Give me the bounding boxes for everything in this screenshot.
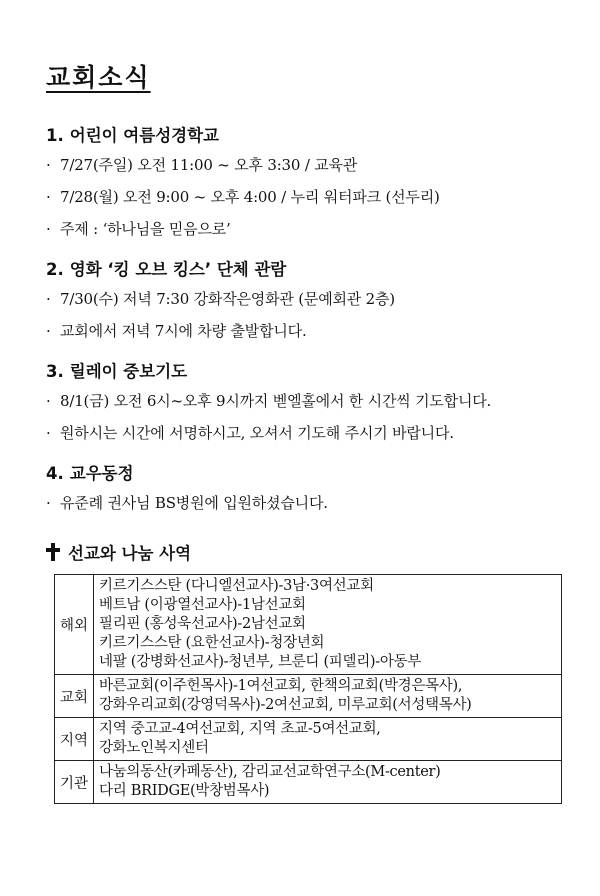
- mission-row-content: [94, 675, 562, 718]
- mission-line: 나눔의동산(카페동산), 감리교선교학연구소(M-center): [99, 764, 441, 780]
- section-2-item-1-text: 7/30(수) 저녁 7:30 강화작은영화관 (문예회관 2층): [60, 290, 395, 308]
- section-1-item-1: [46, 154, 357, 175]
- section-3-number: 3.: [46, 362, 64, 381]
- bullet-dot: ·: [46, 290, 51, 308]
- section-3-item-1: [46, 390, 491, 411]
- section-1-number: 1.: [46, 126, 64, 145]
- mission-line: 바른교회(이주헌목사)-1여선교회, 한책의교회(박경은목사),: [99, 678, 463, 694]
- bullet-dot: ·: [46, 188, 51, 206]
- mission-heading-text: 선교와 나눔 사역: [68, 544, 192, 563]
- bullet-dot: ·: [46, 220, 51, 238]
- mission-line: 키르기스스탄 (다니엘선교사)-3남·3여선교회: [99, 578, 374, 594]
- mission-line: 강화노인복지센터: [99, 740, 209, 756]
- mission-row-region: [55, 718, 562, 761]
- section-1-item-1-text: 7/27(주일) 오전 11:00 ~ 오후 3:30 / 교육관: [60, 156, 358, 174]
- section-4-item-1-text: 유준례 권사님 BS병원에 입원하셨습니다.: [60, 494, 328, 512]
- section-4-heading: [46, 460, 134, 484]
- mission-line: 베트남 (이광열선교사)-1남선교회: [99, 597, 306, 613]
- cross-icon: [46, 543, 60, 561]
- section-1-heading: [46, 122, 219, 146]
- mission-row-institution: [55, 761, 562, 804]
- section-1-item-3: [46, 218, 231, 239]
- section-1-item-2-text: 7/28(월) 오전 9:00 ~ 오후 4:00 / 누리 워터파크 (선두리): [60, 188, 440, 206]
- mission-line: 필리핀 (홍성욱선교사)-2남선교회: [99, 616, 306, 632]
- mission-row-label: 해외: [55, 575, 94, 675]
- mission-line: 강화우리교회(강영덕목사)-2여선교회, 미루교회(서성택목사): [99, 697, 472, 713]
- section-2-title: 영화 ‘킹 오브 킹스’ 단체 관람: [69, 260, 287, 279]
- bullet-dot: ·: [46, 322, 51, 340]
- section-1-item-3-text: 주제 : ‘하나님을 믿음으로’: [60, 220, 231, 238]
- bullet-dot: ·: [46, 494, 51, 512]
- mission-line: 다리 BRIDGE(박창범목사): [99, 783, 270, 799]
- section-2-item-2-text: 교회에서 저녁 7시에 차량 출발합니다.: [60, 322, 307, 340]
- section-4-title: 교우동정: [69, 464, 134, 483]
- section-3-item-2-text: 원하시는 시간에 서명하시고, 오셔서 기도해 주시기 바랍니다.: [60, 424, 454, 442]
- mission-row-content: [94, 761, 562, 804]
- mission-row-label: 지역: [55, 718, 94, 761]
- section-3-item-1-text: 8/1(금) 오전 6시~오후 9시까지 벧엘홀에서 한 시간씩 기도합니다.: [60, 392, 492, 410]
- section-2-item-2: [46, 320, 307, 341]
- mission-line: 지역 중고교-4여선교회, 지역 초교-5여선교회,: [99, 721, 381, 737]
- page-title: 교회소식: [46, 63, 151, 92]
- bullet-dot: ·: [46, 424, 51, 442]
- section-3-title: 릴레이 중보기도: [69, 362, 188, 381]
- mission-row-content: [94, 575, 562, 675]
- section-2-heading: [46, 256, 286, 280]
- section-4-item-1: [46, 492, 328, 513]
- section-1-item-2: [46, 186, 440, 207]
- mission-row-label: 기관: [55, 761, 94, 804]
- section-2-number: 2.: [46, 260, 64, 279]
- bullet-dot: ·: [46, 156, 51, 174]
- mission-row-label: 교회: [55, 675, 94, 718]
- mission-row-church: [55, 675, 562, 718]
- section-2-item-1: [46, 288, 395, 309]
- section-4-number: 4.: [46, 464, 64, 483]
- section-1-title: 어린이 여름성경학교: [69, 126, 219, 145]
- mission-line: 네팔 (강병화선교사)-청년부, 브룬디 (피델리)-아동부: [99, 654, 422, 670]
- mission-table: [54, 574, 562, 804]
- bullet-dot: ·: [46, 392, 51, 410]
- section-3-item-2: [46, 422, 454, 443]
- mission-row-content: [94, 718, 562, 761]
- mission-heading: [46, 540, 191, 564]
- mission-row-overseas: [55, 575, 562, 675]
- mission-line: 키르기스스탄 (요한선교사)-청장년회: [99, 635, 325, 651]
- section-3-heading: [46, 358, 187, 382]
